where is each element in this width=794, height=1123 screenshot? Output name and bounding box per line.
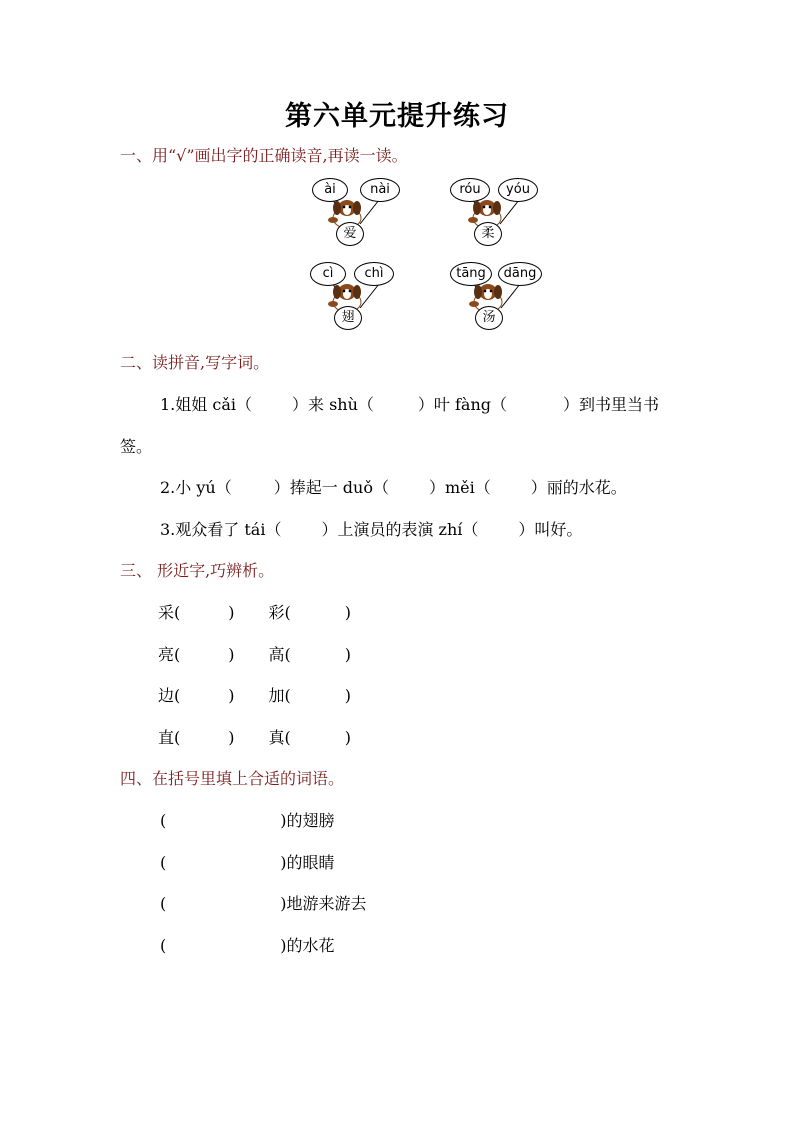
similar-char-row-4 (158, 725, 351, 748)
char-pair-1-a: 采( (158, 603, 181, 622)
fill-word-row-2 (160, 850, 335, 873)
open-paren: ( (160, 936, 167, 955)
similar-char-row-1 (158, 600, 351, 623)
phrase-text: )地游来游去 (280, 894, 367, 913)
open-paren: ( (160, 853, 167, 872)
fill-word-row-4 (160, 933, 335, 956)
close-paren: ) (344, 686, 351, 705)
question-1-continued: 签。 (120, 437, 153, 456)
pinyin-group-3 (305, 262, 405, 332)
q2-text-b: ）捧起一 duǒ（ (273, 478, 389, 497)
similar-char-row-2 (158, 642, 351, 665)
section3-heading: 三、 形近字,巧辨析。 (120, 561, 275, 580)
pinyin-option-right[interactable]: chì (354, 262, 394, 286)
close-paren: ) (344, 645, 351, 664)
section4-heading: 四、在括号里填上合适的词语。 (120, 769, 345, 788)
char-pair-3-a: 边( (158, 686, 181, 705)
close-paren: ) (228, 603, 235, 622)
fill-word-row-3 (160, 891, 367, 914)
pinyin-option-left[interactable]: ài (312, 178, 348, 202)
pinyin-option-right[interactable]: yóu (498, 178, 538, 202)
close-paren: ) (228, 686, 235, 705)
pinyin-option-left[interactable]: róu (450, 178, 490, 202)
close-paren: ) (228, 728, 235, 747)
question-3-line (160, 517, 582, 540)
q1-text-d: ）到书里当书 (563, 395, 660, 414)
q2-text-a: 2.小 yú（ (160, 478, 232, 497)
pinyin-option-right[interactable]: nài (360, 178, 400, 202)
q1-text-c: ）叶 fàng（ (417, 395, 508, 414)
pinyin-option-right[interactable]: dāng (498, 262, 542, 286)
char-pair-1-b: 彩( (268, 603, 291, 622)
q3-text-b: ）上演员的表演 zhí（ (321, 520, 479, 539)
phrase-text: )的翅膀 (280, 811, 335, 830)
q3-text-c: ）叫好。 (518, 520, 583, 539)
phrase-text: )的眼睛 (280, 853, 335, 872)
phrase-text: )的水花 (280, 936, 335, 955)
pinyin-option-left[interactable]: cì (310, 262, 346, 286)
q1-text-a: 1.姐姐 cǎi（ (160, 395, 252, 414)
section2-heading: 二、读拼音,写字词。 (120, 353, 270, 372)
target-character: 爱 (336, 222, 364, 246)
target-character: 汤 (475, 306, 503, 330)
target-character: 翅 (334, 306, 362, 330)
fill-word-row-1 (160, 808, 335, 831)
page-title: 第六单元提升练习 (285, 101, 509, 132)
q2-text-d: ）丽的水花。 (530, 478, 627, 497)
pinyin-group-4 (450, 262, 550, 332)
char-pair-4-a: 直( (158, 728, 181, 747)
q2-text-c: ）měi（ (428, 478, 491, 497)
question-1-line (160, 392, 659, 415)
pinyin-option-left[interactable]: tāng (450, 262, 492, 286)
close-paren: ) (344, 603, 351, 622)
pinyin-group-2 (445, 178, 545, 248)
q1-text-b: ）来 shù（ (291, 395, 374, 414)
target-character: 柔 (474, 222, 502, 246)
similar-char-row-3 (158, 683, 351, 706)
close-paren: ) (344, 728, 351, 747)
char-pair-2-a: 亮( (158, 645, 181, 664)
question-2-line (160, 475, 627, 498)
pinyin-group-1 (305, 178, 405, 248)
open-paren: ( (160, 811, 167, 830)
char-pair-2-b: 高( (268, 645, 291, 664)
close-paren: ) (228, 645, 235, 664)
section1-heading: 一、用“√”画出字的正确读音,再读一读。 (120, 146, 408, 165)
char-pair-4-b: 真( (268, 728, 291, 747)
char-pair-3-b: 加( (268, 686, 291, 705)
q3-text-a: 3.观众看了 tái（ (160, 520, 282, 539)
open-paren: ( (160, 894, 167, 913)
